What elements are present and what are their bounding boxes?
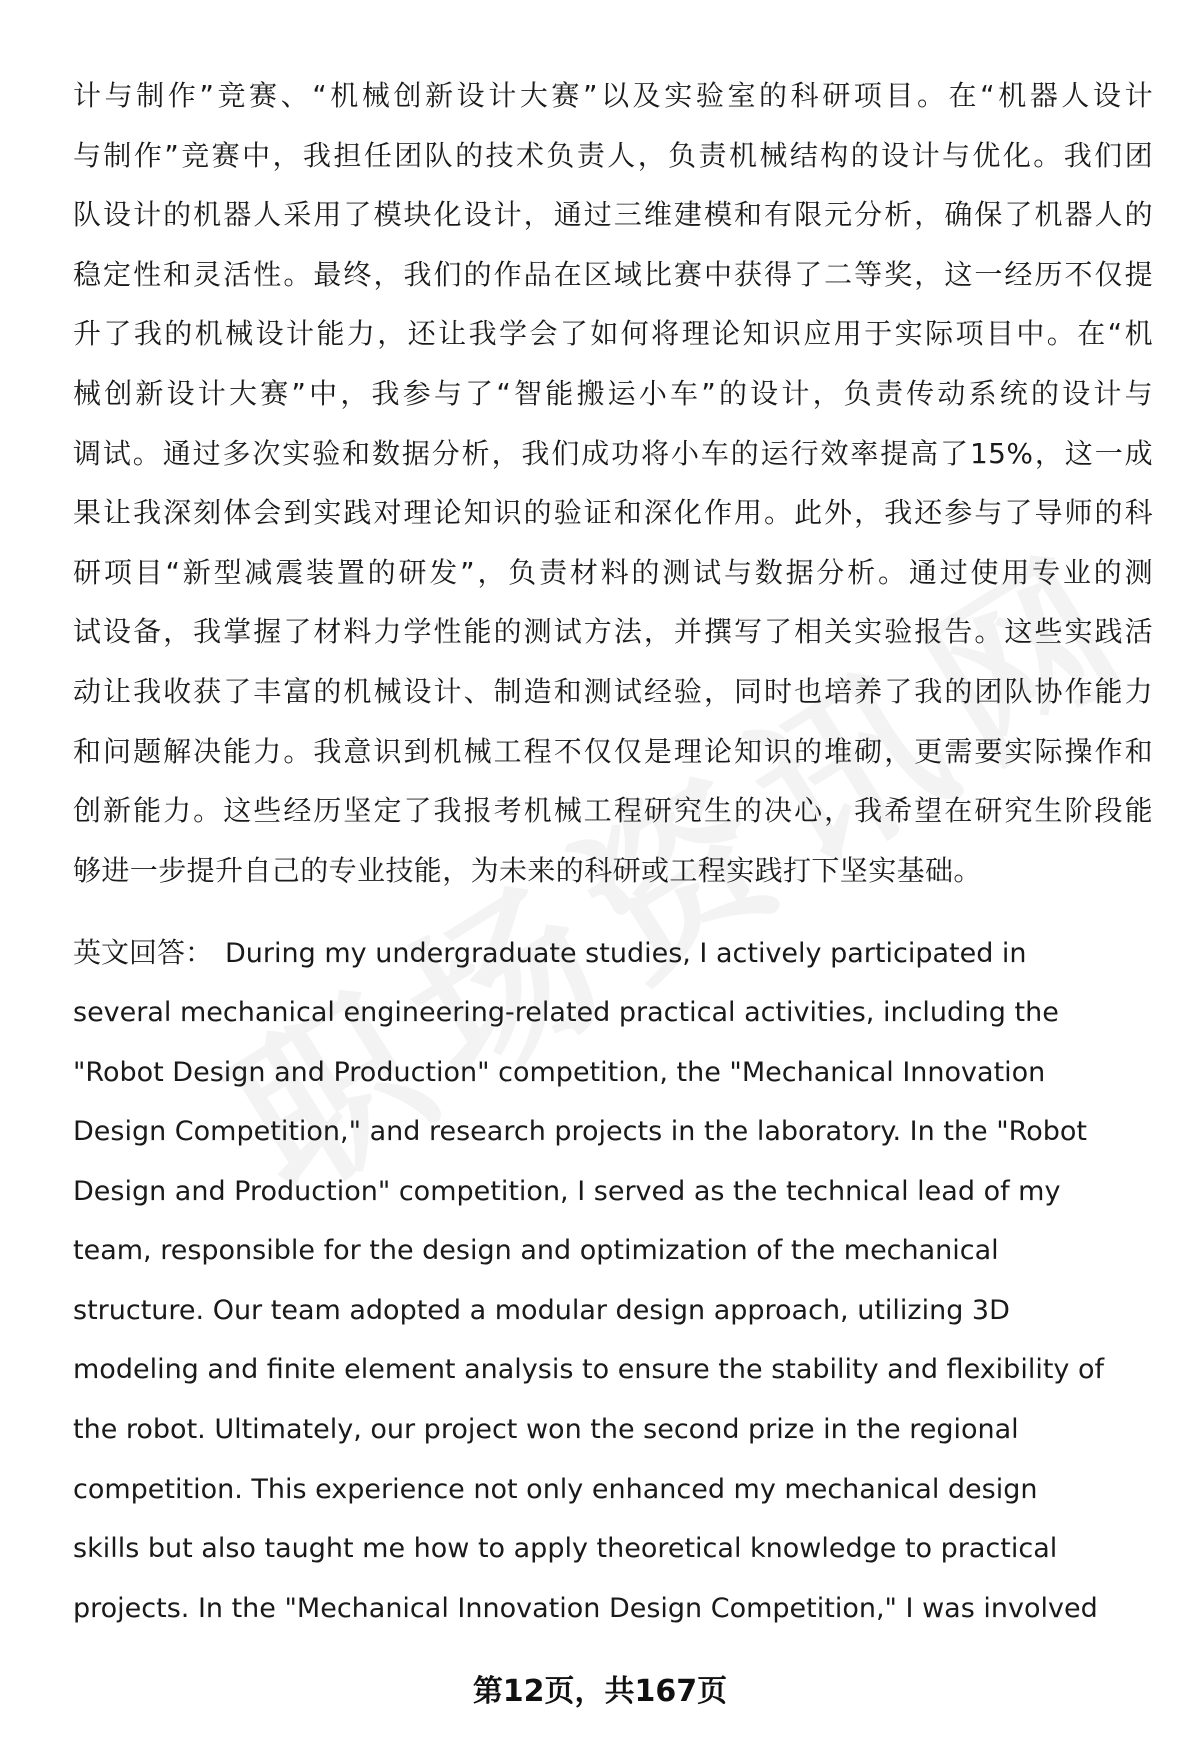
paragraph-line: the robot. Ultimately, our project won the second prize in the regional xyxy=(73,1414,1019,1446)
paragraph-line: 研项目“新型减震装置的研发”，负责材料的测试与数据分析。通过使用专业的测 xyxy=(73,555,1153,589)
paragraph-line: 队设计的机器人采用了模块化设计，通过三维建模和有限元分析，确保了机器人的 xyxy=(73,198,1153,232)
paragraph-line: 调试。通过多次实验和数据分析，我们成功将小车的运行效率提高了15%，这一成 xyxy=(73,436,1153,470)
paragraph-line: 稳定性和灵活性。最终，我们的作品在区域比赛中获得了二等奖，这一经历不仅提 xyxy=(73,257,1153,291)
english-answer xyxy=(73,923,1153,1638)
paragraph-line: several mechanical engineering-related practical activities, including the xyxy=(73,996,1059,1028)
english-answer-label: 英文回答： xyxy=(73,936,214,970)
paragraph-line: Design and Production" competition, I served as the technical lead of my xyxy=(73,1175,1061,1207)
paragraph-line: 动让我收获了丰富的机械设计、制造和测试经验，同时也培养了我的团队协作能力 xyxy=(73,674,1153,708)
paragraph-line: structure. Our team adopted a modular design approach, utilizing 3D xyxy=(73,1294,1010,1326)
paragraph-line: 果让我深刻体会到实践对理论知识的验证和深化作用。此外，我还参与了导师的科 xyxy=(73,496,1153,530)
paragraph-line: 创新能力。这些经历坚定了我报考机械工程研究生的决心，我希望在研究生阶段能 xyxy=(73,794,1153,828)
paragraph-line: team, responsible for the design and optimization of the mechanical xyxy=(73,1235,999,1267)
english-answer-first-text: During my undergraduate studies, I actively participated in xyxy=(225,938,1027,970)
paragraph-line: 和问题解决能力。我意识到机械工程不仅仅是理论知识的堆砌，更需要实际操作和 xyxy=(73,734,1153,768)
english-answer-first-line xyxy=(73,923,1153,983)
page-content xyxy=(73,66,1153,1638)
paragraph-line: modeling and finite element analysis to ensure the stability and flexibility of xyxy=(73,1354,1104,1386)
page-number-footer: 第12页，共167页 xyxy=(472,1674,728,1709)
paragraph-line: 够进一步提升自己的专业技能，为未来的科研或工程实践打下坚实基础。 xyxy=(73,853,982,887)
paragraph-line: 械创新设计大赛”中，我参与了“智能搬运小车”的设计，负责传动系统的设计与 xyxy=(73,376,1153,410)
paragraph-line: 升了我的机械设计能力，还让我学会了如何将理论知识应用于实际项目中。在“机 xyxy=(73,317,1153,351)
paragraph-line: "Robot Design and Production" competition, the "Mechanical Innovation xyxy=(73,1056,1046,1088)
chinese-paragraph xyxy=(73,66,1153,900)
paragraph-line: projects. In the "Mechanical Innovation Design Competition," I was involved xyxy=(73,1592,1098,1624)
paragraph-line: skills but also taught me how to apply theoretical knowledge to practical xyxy=(73,1533,1058,1565)
paragraph-line: competition. This experience not only enhanced my mechanical design xyxy=(73,1473,1038,1505)
paragraph-line: 试设备，我掌握了材料力学性能的测试方法，并撰写了相关实验报告。这些实践活 xyxy=(73,615,1153,649)
paragraph-line: 与制作”竞赛中，我担任团队的技术负责人，负责机械结构的设计与优化。我们团 xyxy=(73,138,1153,172)
paragraph-line: Design Competition," and research projects in the laboratory. In the "Robot xyxy=(73,1116,1087,1148)
paragraph-line: 计与制作”竞赛、“机械创新设计大赛”以及实验室的科研项目。在“机器人设计 xyxy=(73,79,1153,112)
